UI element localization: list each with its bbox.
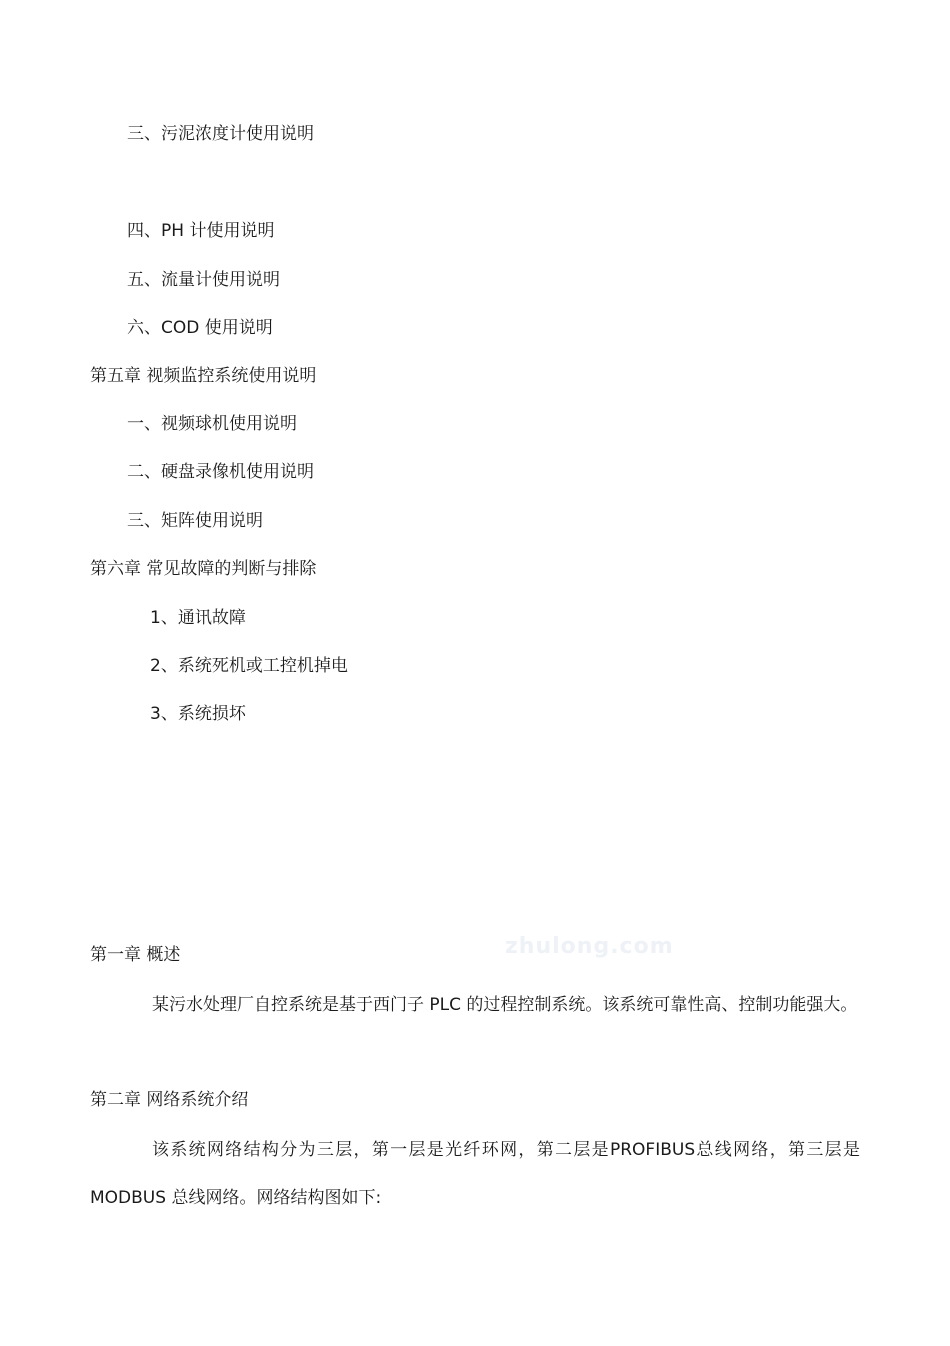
toc-chapter: 第六章 常见故障的判断与排除 [90,559,317,579]
watermark: zhulong.com [505,934,674,959]
toc-item: 六、COD 使用说明 [127,318,273,338]
toc-item: 1、通讯故障 [150,608,246,628]
toc-item: 2、系统死机或工控机掉电 [150,656,348,676]
toc-item: 四、PH 计使用说明 [127,221,275,241]
body-paragraph: 该系统网络结构分为三层，第一层是光纤环网，第二层是PROFIBUS总线网络，第三层是MODBUS 总线网络。网络结构图如下: [90,1140,860,1208]
toc-item: 三、污泥浓度计使用说明 [127,124,314,144]
body-paragraph: 某污水处理厂自控系统是基于西门子 PLC 的过程控制系统。该系统可靠性高、控制功能强大。 [152,995,858,1015]
chapter-heading: 第二章 网络系统介绍 [90,1090,249,1110]
toc-item: 三、矩阵使用说明 [127,511,263,531]
toc-item: 3、系统损坏 [150,704,246,724]
toc-item: 五、流量计使用说明 [127,270,280,290]
toc-chapter: 第五章 视频监控系统使用说明 [90,366,317,386]
toc-item: 一、视频球机使用说明 [127,414,297,434]
toc-item: 二、硬盘录像机使用说明 [127,462,314,482]
chapter-heading: 第一章 概述 [90,945,181,965]
